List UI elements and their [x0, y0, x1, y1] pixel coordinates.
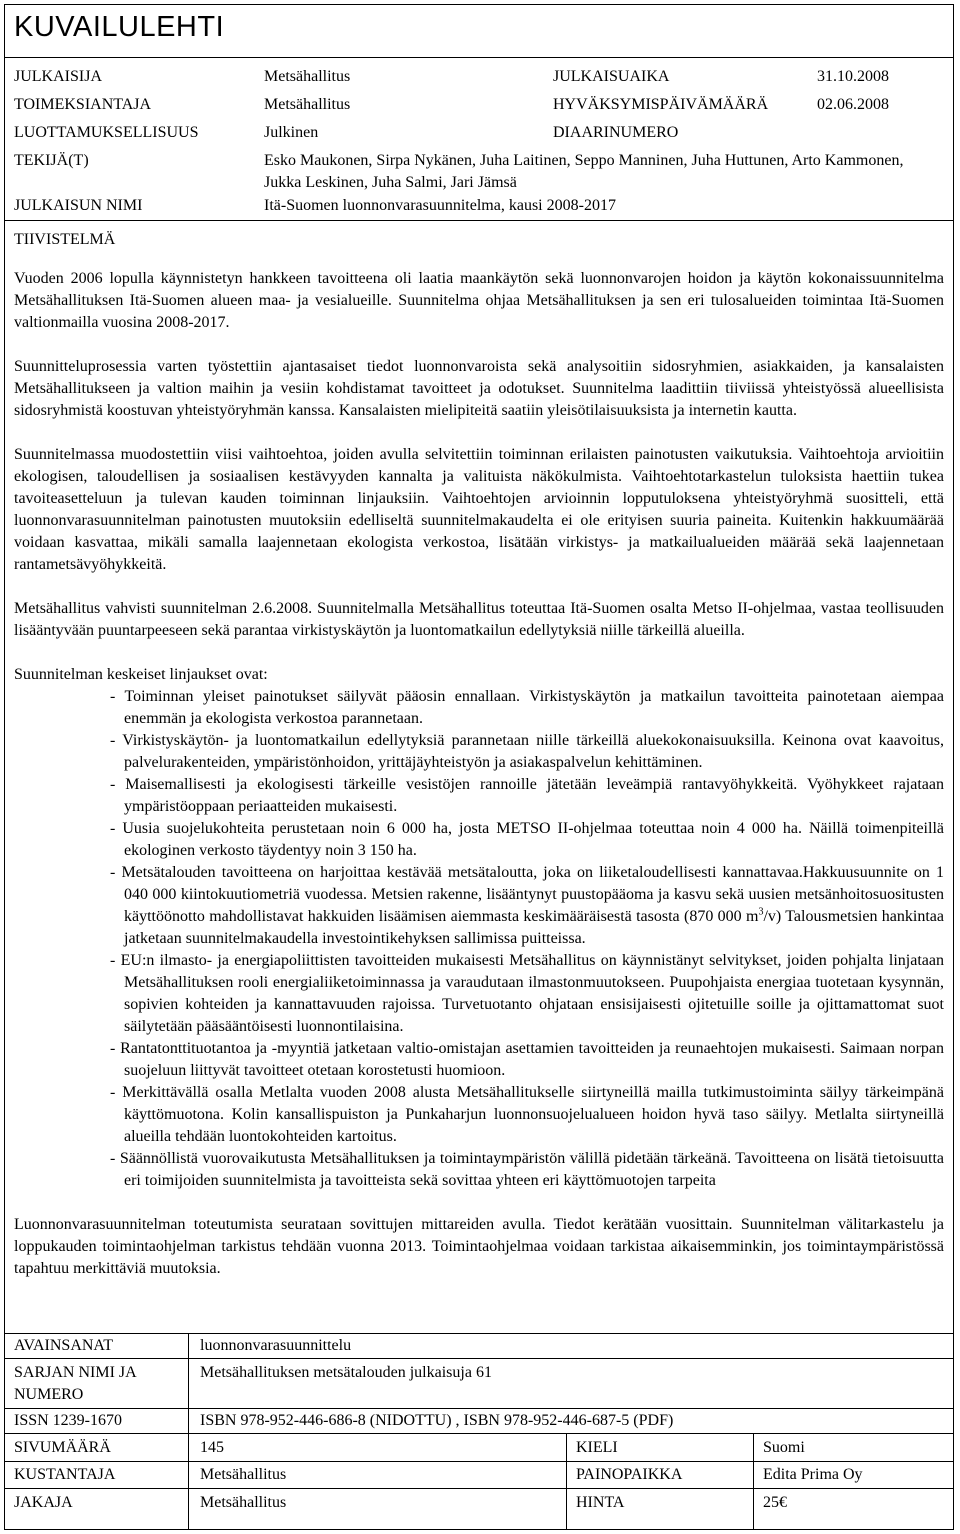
euro-icon: € [779, 1494, 787, 1511]
avainsanat-label: AVAINSANAT [14, 1337, 113, 1354]
list-item-text: - Metsätalouden tavoitteena on harjoittaa kestävää metsätaloutta, joka on liiketaloudellisesti kannattavaa.Hakkuusuunnite on 1 040 000 kiintokuutiometriä vuodessa. Metsien rakenne, lisääntynyt puustopääoma ja kasvu sekä uusien metsänhoitosuositusten käyttöönotto mahdollistavat hakkuiden lisäämisen aiemmasta keskimääräisestä tasosta (870 000 m [110, 864, 944, 925]
jakaja-value: Metsähallitus [200, 1494, 287, 1511]
sarja-value: Metsähallituksen metsätalouden julkaisuja 61 [200, 1364, 492, 1381]
julkaisun-nimi-label: JULKAISUN NIMI [14, 197, 143, 214]
authors-value: Esko Maukonen, Sirpa Nykänen, Juha Laitinen, Seppo Manninen, Juha Huttunen, Arto Kammonen, Jukka Leskinen, Juha Salmi, Jari Jämsä [264, 152, 904, 191]
list-item: - Rantatonttituotantoa ja -myyntiä jatketaan valtio-omistajan asettamien tavoitteiden ja reunaehtojen mukaisesti. Saimaan norpan suojeluun liittyvät tavoitteet otetaan korostetusti huomioon. [110, 1040, 944, 1079]
hyvaksymispaiva-value: 02.06.2008 [817, 96, 889, 113]
list-item: - Toiminnan yleiset painotukset säilyvät pääosin ennallaan. Virkistyskäytön ja matkailun tavoitteita painotetaan aiempaa enemmän ja ekologista verkostoa parannetaan. [110, 688, 944, 727]
meta-row-luottamuksellisuus [0, 122, 960, 146]
avainsanat-value: luonnonvarasuunnittelu [200, 1337, 352, 1354]
kustantaja-label: KUSTANTAJA [14, 1466, 116, 1483]
julkaisija-value: Metsähallitus [264, 68, 351, 85]
abstract-paragraph: Suunnitteluprosessia varten työstettiin ajantasaiset tiedot luonnonvaroista sekä analysoitiin sidosryhmien, asiakkaiden, ja kansalaisten Metsähallitukseen ja valtion maihin ja vesiin kohdistamat tavoitteet ja odotukset. Suunnitelma laadittiin tiiviissä yhteistyössä alueellisista sidosryhmistä koostuvan yhteistyöryhmän kanssa. Kansalaisten mielipiteitä saatiin yleisötilaisuuksista ja internetin kautta. [14, 358, 944, 419]
divider-avainsanat [4, 1333, 954, 1334]
kieli-value: Suomi [763, 1439, 805, 1456]
sarja-label: SARJAN NIMI JA [14, 1364, 137, 1381]
isbn-value: ISBN 978-952-446-686-8 (NIDOTTU) , ISBN 978-952-446-687-5 (PDF) [200, 1412, 674, 1429]
diaarinumero-label: DIAARINUMERO [553, 124, 679, 141]
hinta-amount: 25 [763, 1494, 779, 1511]
hyvaksymispaiva-label: HYVÄKSYMISPÄIVÄMÄÄRÄ [553, 96, 769, 113]
toimeksiantaja-value: Metsähallitus [264, 96, 351, 113]
abstract-paragraph: Suunnitelmassa muodostettiin viisi vaihtoehtoa, joiden avulla selvitettiin toiminnan erilaisten painotusten vaikutuksia. Vaihtoehtoja arvioitiin ekologisen, taloudellisen ja sosiaalisen kestävyyden kannalta ja valituista näkökulmista. Vaihtoehtotarkastelun tuloksista haettiin tukea tavoiteasetteluun ja tulevan kauden toiminnan linjauksiin. Vaihtoehtojen arvioinnin lopputuloksena yhteistyöryhmä suositteli, että luonnonvarasuunnitelman painotusten muutoksiin edelliseltä suunnitelmakaudelta ei ole erityisen suuria paineita. Kuitenkin hakkuumäärää voidaan kasvattaa, mikäli samalla laajennetaan ekologista verkostoa, lisätään virkistys- ja matkailualueiden määrää sekä laajennetaan rantametsävyöhykkeitä. [14, 446, 944, 573]
abstract-paragraph: Vuoden 2006 lopulla käynnistetyn hankkeen tavoitteena oli laatia maankäytön sekä luonnonvarojen hoidon ja käytön kokonaissuunnitelma Metsähallituksen Itä-Suomen alueen maa- ja vesialueille. Suunnitelma ohjaa Metsähallituksen ja sen eri tulosalueiden toimintaa Itä-Suomen valtionmailla vuosina 2008-2017. [14, 270, 944, 331]
kustantaja-value: Metsähallitus [200, 1466, 287, 1483]
jakaja-label: JAKAJA [14, 1494, 73, 1511]
abstract-body [14, 268, 944, 1302]
divider-kustantaja [4, 1461, 954, 1462]
abstract-paragraph: Metsähallitus vahvisti suunnitelman 2.6.2008. Suunnitelmalla Metsähallitus toteuttaa Itä-Suomen osalta Metso II-ohjelmaa, vastaa teollisuuden lisääntyvään puuntarpeeseen sekä parantaa virkistyskäytön ja luontomatkailun edellytyksiä niille tärkeillä alueilla. [14, 600, 944, 639]
linjaukset-list [14, 686, 944, 1192]
meta-row-toimeksiantaja [0, 94, 960, 118]
table-col-divider [188, 1333, 189, 1530]
luottamuksellisuus-value: Julkinen [264, 124, 319, 141]
tiivistelma-label: TIIVISTELMÄ [14, 231, 116, 248]
list-item: - Merkittävällä osalla Metlalta vuoden 2008 alusta Metsähallitukselle siirtyneillä mailla tutkimustoiminta säilyy tärkeimpänä käyttömuotona. Kolin kansallispuiston ja Punkaharjun luonnonsuojelualueen hoidon hyvä taso säilyy. Metlalta siirtyneillä alueilla tehdään luontokohteiden kartoitus. [110, 1084, 944, 1145]
tekija-label: TEKIJÄ(T) [14, 152, 89, 169]
meta-row-julkaisija [0, 66, 960, 90]
list-item: - EU:n ilmasto- ja energiapoliittisten tavoitteiden mukaisesti Metsähallitus on käynnistänyt selvitykset, joiden pohjalta linjataan Metsähallituksen rooli energialiiketoiminnassa ja varaudutaan ilmastonmuutokseen. Puupohjaista energiaa tuotetaan kysynnän, sopivien kohteiden ja kannattavuuden rajoissa. Turvetuotanto ohjataan ensisijaisesti ojitetuille soille ja ojittamattomat suot säilytetään pääsääntöisesti luonnontilaisina. [110, 952, 944, 1035]
issn-value: ISSN 1239-1670 [14, 1412, 123, 1429]
title-row [4, 4, 954, 58]
list-intro: Suunnitelman keskeiset linjaukset ovat: [14, 666, 268, 683]
page-title: KUVAILULEHTI [14, 11, 225, 43]
table-col-divider [753, 1433, 754, 1530]
abstract-paragraph: Luonnonvarasuunnitelman toteutumista seurataan sovittujen mittareiden avulla. Tiedot kerätään vuosittain. Suunnitelman välitarkastelu ja loppukauden toimintaohjelman tarkistus tehdään vuonna 2013. Toimintaohjelmaa voidaan tarkistaa aikaisemminkin, jos toimintaympäristössä tapahtuu merkittäviä muutoksia. [14, 1216, 944, 1277]
painopaikka-value: Edita Prima Oy [763, 1466, 863, 1483]
divider-issn [4, 1408, 954, 1409]
divider-meta [4, 220, 954, 221]
table-col-divider [566, 1433, 567, 1530]
divider-sarja [4, 1358, 954, 1359]
julkaisun-nimi-value: Itä-Suomen luonnonvarasuunnitelma, kausi 2008-2017 [264, 197, 616, 214]
toimeksiantaja-label: TOIMEKSIANTAJA [14, 96, 152, 113]
list-item: - Uusia suojelukohteita perustetaan noin 6 000 ha, josta METSO II-ohjelmaa toteuttaa noin 4 000 ha. Näillä toimenpiteillä ekologinen verkosto täydentyy noin 3 150 ha. [110, 820, 944, 859]
list-item: - Maisemallisesti ja ekologisesti tärkeille vesistöjen rannoille jätetään leveämpiä rantavyöhykkeitä. Vyöhykkeet rajataan ympäristöoppaan periaatteiden mukaisesti. [110, 776, 944, 815]
hinta-label: HINTA [576, 1494, 625, 1511]
divider-sivumaara [4, 1433, 954, 1434]
list-item-tail: /v) Talousmetsien hankintaa jatketaan suunnitelmakaudella investointikehyksen sallimissa puitteissa. [124, 908, 945, 947]
sarja-label-2: NUMERO [14, 1386, 84, 1403]
superscript: 3 [758, 906, 764, 918]
luottamuksellisuus-label: LUOTTAMUKSELLISUUS [14, 124, 199, 141]
list-item [28, 862, 944, 950]
kieli-label: KIELI [576, 1439, 618, 1456]
divider-jakaja [4, 1488, 954, 1489]
list-item: - Virkistyskäytön- ja luontomatkailun edellytyksiä parannetaan niille tärkeillä aluekokonaisuuksilla. Keinona ovat kaavoitus, palvelurakenteiden, ympäristönhoidon, yrittäjäyhteistyön ja asiakaspalvelun kehittäminen. [110, 732, 944, 771]
sivumaara-value: 145 [200, 1439, 224, 1456]
julkaisuaika-value: 31.10.2008 [817, 68, 889, 85]
julkaisija-label: JULKAISIJA [14, 68, 102, 85]
painopaikka-label: PAINOPAIKKA [576, 1466, 683, 1483]
hinta-value [763, 1492, 787, 1514]
julkaisuaika-label: JULKAISUAIKA [553, 68, 670, 85]
list-item: - Säännöllistä vuorovaikutusta Metsähallituksen ja toimintaympäristön välillä pidetään tärkeänä. Tavoitteena on lisätä tietoisuutta eri toimijoiden suunnitelmista ja tavoitteista sekä sovittaa yhteen eri käyttömuotojen tarpeita [110, 1150, 944, 1189]
sivumaara-label: SIVUMÄÄRÄ [14, 1439, 111, 1456]
